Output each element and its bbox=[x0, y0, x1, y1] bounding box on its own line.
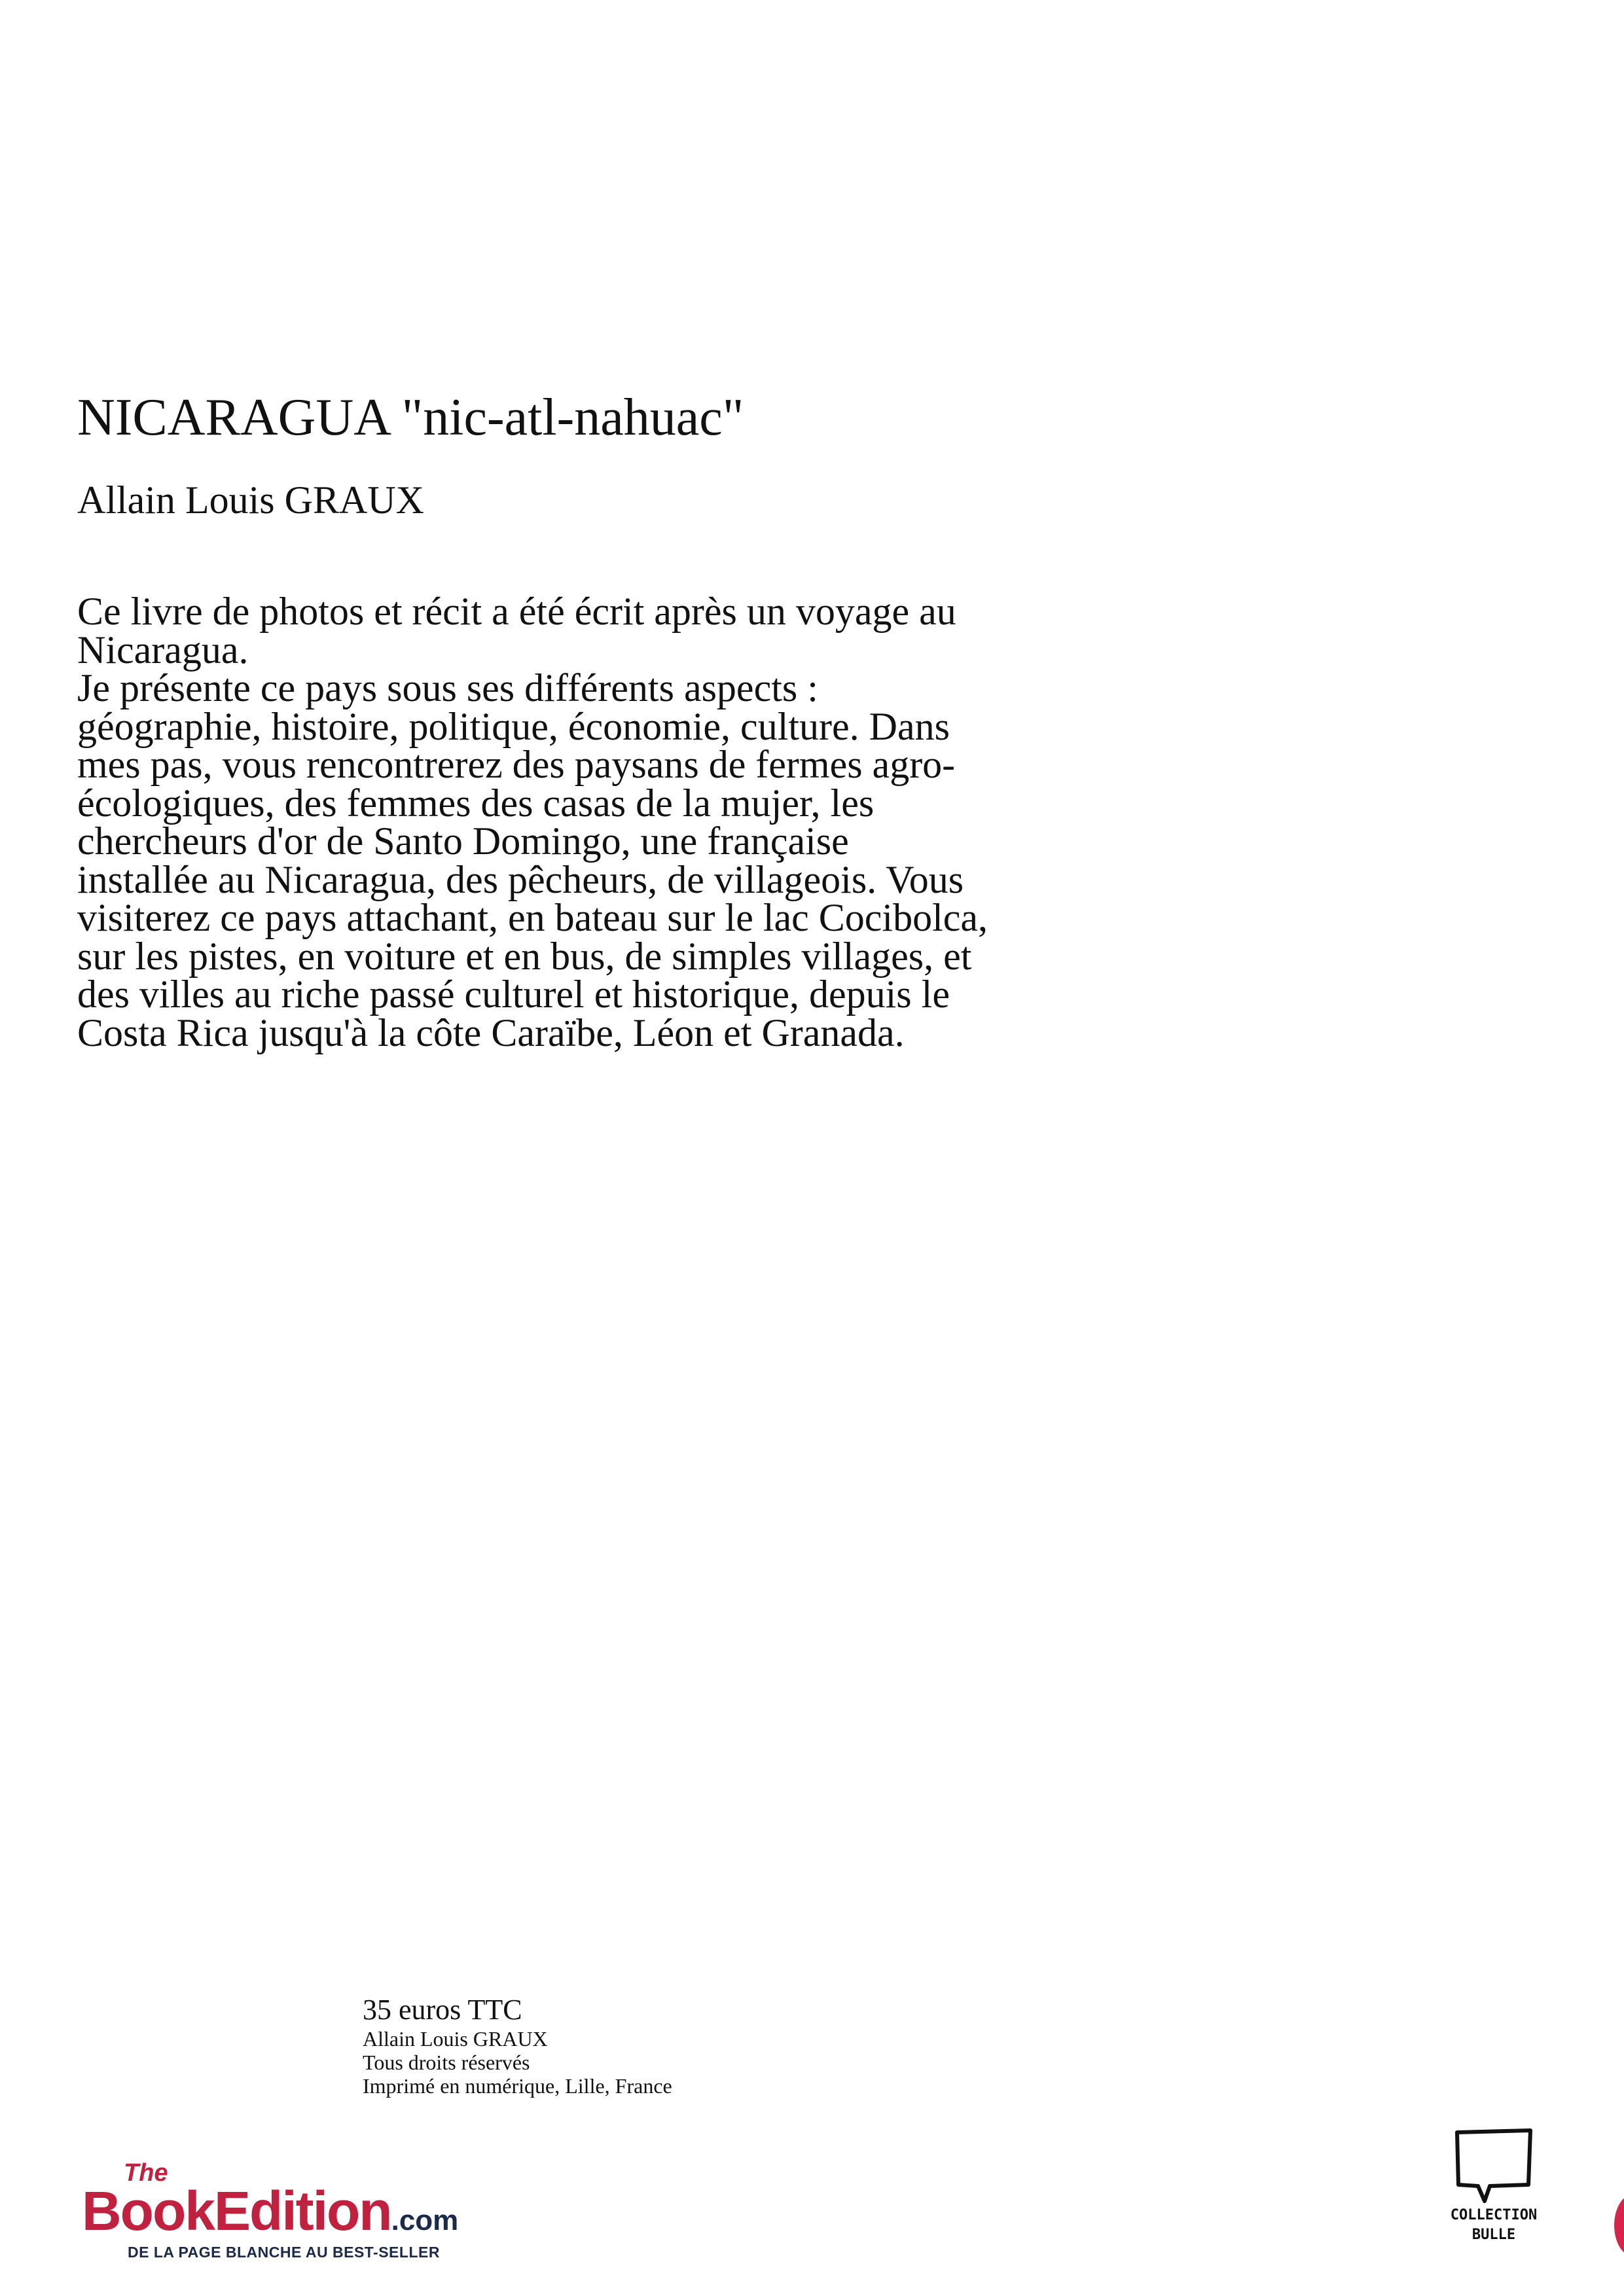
blurb-line: géographie, histoire, politique, économie, culture. Dans bbox=[77, 704, 950, 748]
blurb-line: des villes au riche passé culturel et historique, depuis le bbox=[77, 973, 950, 1016]
book-title: NICARAGUA "nic-atl-nahuac" bbox=[77, 389, 744, 446]
publisher-logo-prefix: The bbox=[124, 2159, 168, 2187]
collection-logo bbox=[1448, 2127, 1540, 2245]
colophon bbox=[363, 1993, 672, 2098]
collection-name: BULLE bbox=[1471, 2227, 1516, 2243]
blurb-line: visiterez ce pays attachant, en bateau sur le lac Cocibolca, bbox=[77, 896, 988, 939]
blurb-line: mes pas, vous rencontrerez des paysans de fermes agro- bbox=[77, 743, 956, 786]
speech-bubble-icon bbox=[1452, 2127, 1536, 2206]
back-cover-blurb bbox=[77, 592, 988, 1052]
book-author: Allain Louis GRAUX bbox=[77, 478, 424, 522]
blurb-line: Costa Rica jusqu'à la côte Caraïbe, Léon et Granada. bbox=[77, 1011, 905, 1054]
blurb-line: Je présente ce pays sous ses différents aspects : bbox=[77, 666, 818, 709]
printing-notice: Imprimé en numérique, Lille, France bbox=[363, 2074, 672, 2098]
rights-notice: Tous droits réservés bbox=[363, 2051, 530, 2074]
publisher-tagline: DE LA PAGE BLANCHE AU BEST-SELLER bbox=[128, 2244, 440, 2261]
red-edge-mark bbox=[1614, 2194, 1624, 2257]
publisher-logo-suffix: .com bbox=[391, 2204, 459, 2236]
blurb-line: installée au Nicaragua, des pêcheurs, de villageois. Vous bbox=[77, 857, 964, 901]
blurb-line: chercheurs d'or de Santo Domingo, une française bbox=[77, 819, 849, 863]
publisher-logo-name: BookEdition bbox=[82, 2180, 391, 2242]
price: 35 euros TTC bbox=[363, 1994, 522, 2026]
colophon-author: Allain Louis GRAUX bbox=[363, 2027, 548, 2051]
blurb-line: écologiques, des femmes des casas de la mujer, les bbox=[77, 781, 875, 825]
blurb-line: Ce livre de photos et récit a été écrit après un voyage au bbox=[77, 590, 956, 633]
blurb-line: sur les pistes, en voiture et en bus, de simples villages, et bbox=[77, 934, 972, 978]
blurb-line: Nicaragua. bbox=[77, 628, 249, 672]
collection-label: COLLECTION bbox=[1450, 2207, 1538, 2223]
